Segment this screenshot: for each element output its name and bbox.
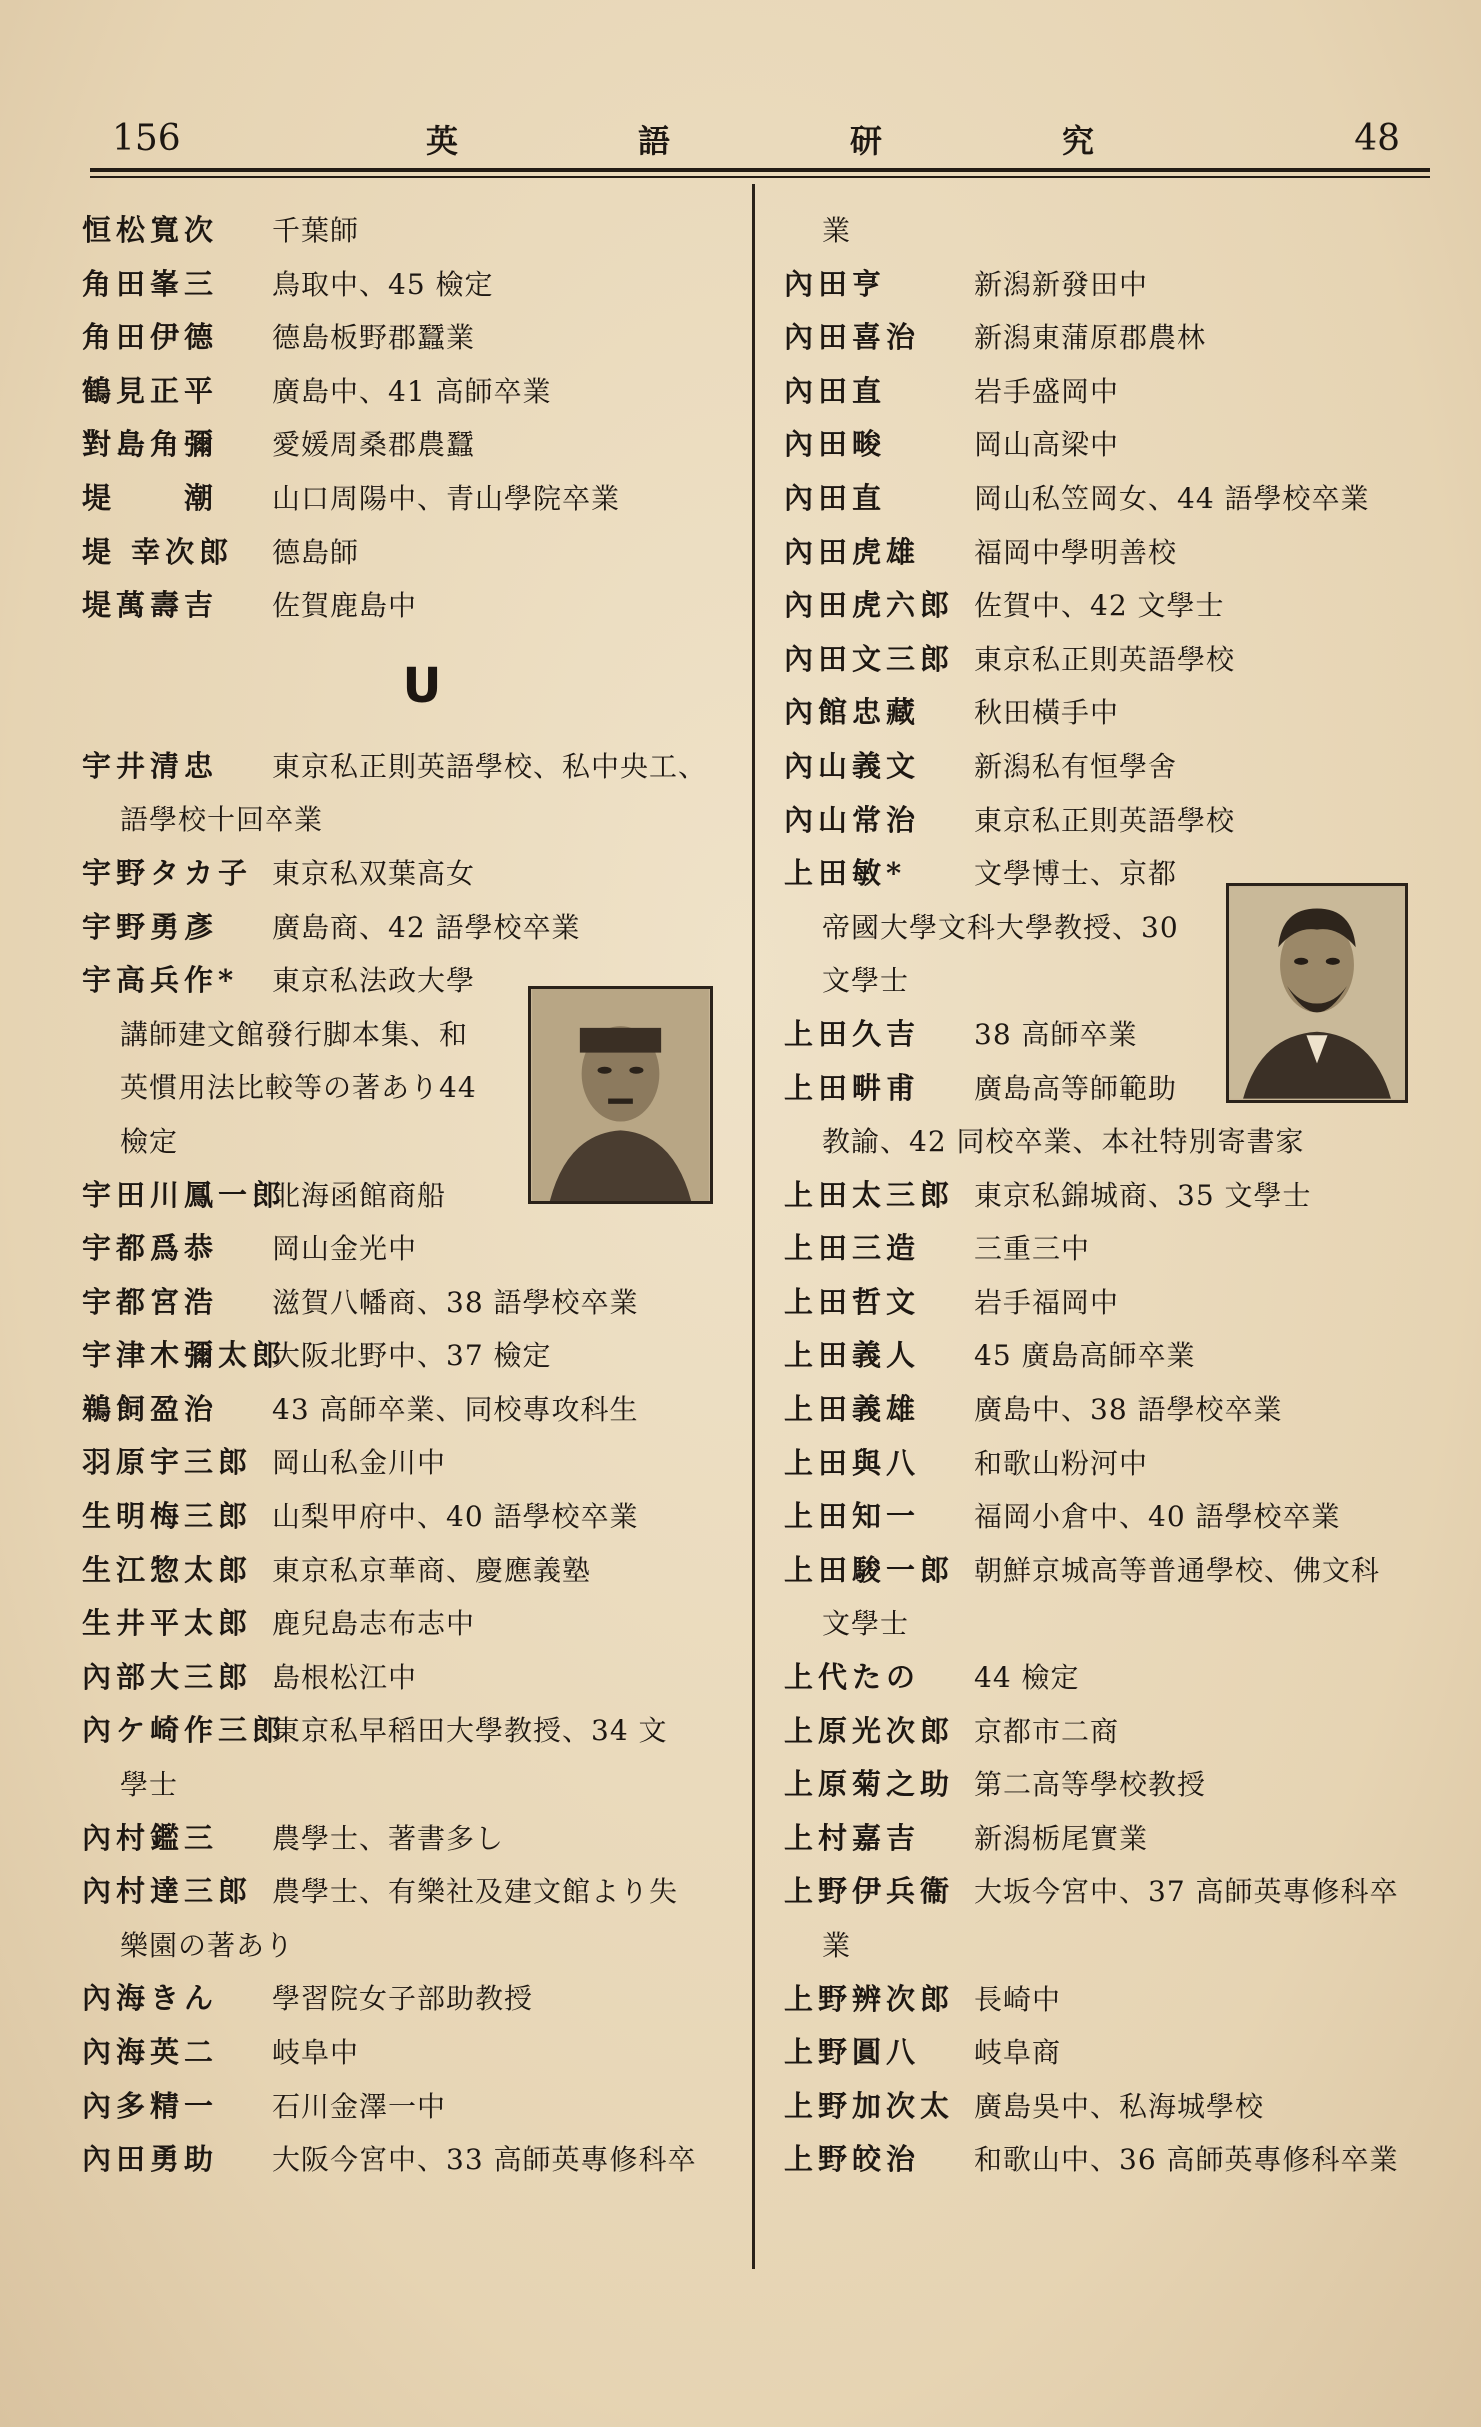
section-heading: U bbox=[402, 657, 442, 714]
entry-name: 對島角彌 bbox=[82, 427, 219, 462]
directory-entry bbox=[784, 204, 1444, 258]
entry-description: 和歌山中、36 高師英專修科卒業 bbox=[974, 2143, 1399, 2177]
directory-entry bbox=[784, 633, 1444, 687]
directory-entry bbox=[784, 1115, 1444, 1169]
directory-entry bbox=[82, 1651, 762, 1705]
entry-continuation: 業 bbox=[822, 214, 852, 247]
entry-description: 新潟東蒲原郡農林 bbox=[974, 321, 1207, 355]
page-title: 英語研究 bbox=[425, 122, 1274, 160]
directory-entry bbox=[784, 579, 1444, 633]
entry-name: 內田文三郎 bbox=[784, 641, 955, 676]
directory-entry bbox=[82, 1812, 762, 1866]
entry-description: 大阪今宮中、33 高師英專修科卒 bbox=[272, 2143, 697, 2177]
directory-entry bbox=[82, 1972, 762, 2026]
entry-name: 上代たの bbox=[784, 1660, 921, 1695]
entry-name: 內多精一 bbox=[82, 2088, 219, 2123]
entry-description: 和歌山粉河中 bbox=[974, 1446, 1149, 1480]
entry-description: 岐阜商 bbox=[974, 2036, 1062, 2070]
entry-continuation: 學士 bbox=[120, 1768, 179, 1802]
entry-description: 第二高等學校教授 bbox=[974, 1768, 1207, 1802]
header-rule-thick bbox=[90, 168, 1430, 172]
entry-description: 佐賀中、42 文學士 bbox=[974, 589, 1225, 623]
directory-entry bbox=[82, 1865, 762, 1919]
entry-name: 上野辨次郎 bbox=[784, 1981, 955, 2016]
directory-entry bbox=[784, 1490, 1444, 1544]
portrait-icon bbox=[531, 989, 710, 1201]
directory-entry bbox=[82, 1544, 762, 1598]
entry-description: 福岡中學明善校 bbox=[974, 535, 1178, 569]
directory-entry bbox=[82, 365, 762, 419]
directory-entry bbox=[784, 686, 1444, 740]
entry-continuation: 帝國大學文科大學教授、30 bbox=[822, 910, 1179, 944]
directory-entry bbox=[784, 526, 1444, 580]
directory-entry bbox=[784, 1973, 1444, 2027]
directory-entry bbox=[784, 365, 1444, 419]
directory-entry bbox=[784, 1437, 1444, 1491]
entry-description: 岩手福岡中 bbox=[974, 1285, 1120, 1319]
entry-name: 角田峯三 bbox=[82, 266, 219, 301]
entry-description: 大坂今宮中、37 高師英專修科卒 bbox=[974, 1875, 1399, 1909]
entry-name: 內田勇助 bbox=[82, 2142, 219, 2177]
entry-name: 生江惣太郎 bbox=[82, 1552, 253, 1587]
entry-name: 上田與八 bbox=[784, 1445, 921, 1480]
entry-name: 內海きん bbox=[82, 1981, 219, 2016]
entry-name: 內田虎六郎 bbox=[784, 588, 955, 623]
portrait-photo-right bbox=[1226, 883, 1408, 1103]
directory-entry bbox=[784, 1812, 1444, 1866]
entry-name: 上田義人 bbox=[784, 1338, 921, 1373]
entry-description: 新潟私有恒學舍 bbox=[974, 749, 1178, 783]
entry-name: 上村嘉吉 bbox=[784, 1820, 921, 1855]
entry-description: 岡山高梁中 bbox=[974, 428, 1120, 462]
entry-name: 上田久吉 bbox=[784, 1016, 921, 1051]
entry-name: 上野皎治 bbox=[784, 2142, 921, 2177]
directory-entry bbox=[82, 472, 762, 526]
directory-entry bbox=[82, 740, 762, 794]
directory-entry bbox=[82, 2133, 762, 2187]
entry-name: 內田畯 bbox=[784, 427, 887, 462]
entry-description: 農學士、有樂社及建文館より失 bbox=[272, 1875, 679, 1909]
directory-entry bbox=[82, 847, 762, 901]
entry-description: 新潟栃尾實業 bbox=[974, 1821, 1149, 1855]
entry-description: 三重三中 bbox=[974, 1232, 1091, 1266]
entry-name: 鵜飼盈治 bbox=[82, 1391, 219, 1426]
entry-description: 山口周陽中、青山學院卒業 bbox=[272, 481, 621, 515]
entry-continuation: 語學校十回卒業 bbox=[120, 803, 324, 837]
entry-name: 宇津木彌太郎 bbox=[82, 1338, 287, 1373]
directory-entry bbox=[784, 472, 1444, 526]
entry-description: 文學博士、京都 bbox=[974, 857, 1178, 891]
directory-entry bbox=[784, 1705, 1444, 1759]
entry-description: 岡山私笠岡女、44 語學校卒業 bbox=[974, 481, 1370, 515]
directory-entry bbox=[82, 793, 762, 847]
entry-continuation: 教諭、42 同校卒業、本社特別寄書家 bbox=[822, 1125, 1305, 1159]
directory-entry bbox=[82, 1919, 762, 1973]
entry-description: 東京私正則英語學校、私中央工、 bbox=[272, 749, 708, 783]
entry-description: 朝鮮京城高等普通學校、佛文科 bbox=[974, 1553, 1381, 1587]
directory-entry bbox=[82, 1490, 762, 1544]
page-header bbox=[90, 112, 1430, 172]
entry-description: 岡山私金川中 bbox=[272, 1446, 447, 1480]
entry-description: 廣島吳中、私海城學校 bbox=[974, 2089, 1265, 2123]
directory-entry bbox=[82, 901, 762, 955]
directory-entry bbox=[784, 794, 1444, 848]
entry-description: 佐賀鹿島中 bbox=[272, 589, 418, 623]
entry-description: 北海函館商船 bbox=[272, 1178, 447, 1212]
page-number-left: 156 bbox=[112, 118, 181, 159]
entry-description: 山梨甲府中、40 語學校卒業 bbox=[272, 1500, 639, 1534]
entry-description: 東京私正則英語學校 bbox=[974, 642, 1236, 676]
directory-entry bbox=[784, 1169, 1444, 1223]
entry-name: 內田直 bbox=[784, 373, 887, 408]
entry-description: 東京私法政大學 bbox=[272, 964, 476, 998]
directory-entry bbox=[784, 2026, 1444, 2080]
entry-name: 宇野勇彥 bbox=[82, 909, 219, 944]
entry-description: 廣島中、41 高師卒業 bbox=[272, 374, 552, 408]
directory-entry bbox=[82, 526, 762, 580]
entry-continuation: 英慣用法比較等の著あり44 bbox=[120, 1071, 477, 1105]
directory-entry bbox=[82, 1383, 762, 1437]
directory-entry bbox=[82, 1597, 762, 1651]
directory-entry bbox=[82, 1704, 762, 1758]
entry-name: 內田亨 bbox=[784, 266, 887, 301]
entry-continuation: 樂園の著あり bbox=[120, 1928, 295, 1962]
entry-name: 上野加次太 bbox=[784, 2088, 955, 2123]
directory-entry bbox=[784, 258, 1444, 312]
entry-description: 秋田橫手中 bbox=[974, 696, 1120, 730]
directory-entry bbox=[784, 1544, 1444, 1598]
entry-name: 內田喜治 bbox=[784, 320, 921, 355]
entry-name: 宇都爲恭 bbox=[82, 1231, 219, 1266]
entry-name: 堤萬壽吉 bbox=[82, 588, 219, 623]
directory-entry bbox=[784, 1919, 1444, 1973]
entry-description: 京都市二商 bbox=[974, 1714, 1120, 1748]
entry-description: 廣島高等師範助 bbox=[974, 1071, 1178, 1105]
portrait-photo-left bbox=[528, 986, 713, 1204]
entry-description: 東京私正則英語學校 bbox=[974, 803, 1236, 837]
entry-name: 堤 潮 bbox=[82, 480, 219, 515]
directory-entry bbox=[784, 1276, 1444, 1330]
entry-continuation: 檢定 bbox=[120, 1124, 179, 1158]
directory-entry bbox=[82, 2026, 762, 2080]
entry-name: 上原光次郎 bbox=[784, 1713, 955, 1748]
directory-entry bbox=[784, 1651, 1444, 1705]
entry-description: 45 廣島高師卒業 bbox=[974, 1339, 1196, 1373]
entry-description: 愛媛周桑郡農蠶 bbox=[272, 428, 476, 462]
entry-name: 上原菊之助 bbox=[784, 1767, 955, 1802]
entry-description: 44 檢定 bbox=[974, 1661, 1080, 1695]
entry-description: 長崎中 bbox=[974, 1982, 1062, 2016]
entry-name: 內村達三郎 bbox=[82, 1874, 253, 1909]
entry-name: 內村鑑三 bbox=[82, 1820, 219, 1855]
entry-description: 東京私双葉高女 bbox=[272, 856, 476, 890]
entry-name: 宇井清忠 bbox=[82, 748, 219, 783]
directory-entry bbox=[784, 2080, 1444, 2134]
entry-description: 德島板野郡蠶業 bbox=[272, 321, 476, 355]
right-column bbox=[784, 204, 1444, 2187]
entry-name: 內田虎雄 bbox=[784, 534, 921, 569]
directory-entry bbox=[82, 258, 762, 312]
entry-name: 鶴見正平 bbox=[82, 373, 219, 408]
entry-name: 內海英二 bbox=[82, 2035, 219, 2069]
entry-description: 農學士、著書多し bbox=[272, 1821, 505, 1855]
entry-description: 38 高師卒業 bbox=[974, 1017, 1138, 1051]
entry-name: 上野伊兵衞 bbox=[784, 1874, 955, 1909]
directory-entry bbox=[784, 311, 1444, 365]
entry-name: 宇野タカ子 bbox=[82, 855, 253, 890]
entry-description: 鳥取中、45 檢定 bbox=[272, 267, 494, 301]
entry-description: 鹿兒島志布志中 bbox=[272, 1607, 476, 1641]
entry-name: 上田畊甫 bbox=[784, 1070, 921, 1105]
entry-description: 島根松江中 bbox=[272, 1660, 418, 1694]
entry-name: 上田駿一郎 bbox=[784, 1552, 955, 1587]
entry-description: 廣島中、38 語學校卒業 bbox=[974, 1393, 1283, 1427]
directory-entry bbox=[82, 1329, 762, 1383]
entry-name: 上田太三郎 bbox=[784, 1177, 955, 1212]
directory-entry bbox=[82, 1222, 762, 1276]
entry-name: 內部大三郎 bbox=[82, 1659, 253, 1694]
entry-description: 東京私錦城商、35 文學士 bbox=[974, 1178, 1312, 1212]
entry-description: 福岡小倉中、40 語學校卒業 bbox=[974, 1500, 1341, 1534]
entry-name: 生井平太郎 bbox=[82, 1606, 253, 1641]
directory-entry bbox=[784, 1329, 1444, 1383]
entry-name: 角田伊德 bbox=[82, 320, 219, 355]
directory-entry bbox=[784, 1758, 1444, 1812]
entry-name: 上田敏* bbox=[784, 856, 907, 891]
entry-description: 43 高師卒業、同校專攻科生 bbox=[272, 1392, 639, 1426]
directory-entry bbox=[784, 740, 1444, 794]
directory-entry bbox=[784, 1383, 1444, 1437]
entry-continuation: 文學士 bbox=[822, 1607, 910, 1641]
directory-entry bbox=[784, 1222, 1444, 1276]
entry-description: 大阪北野中、37 檢定 bbox=[272, 1339, 552, 1373]
entry-description: 滋賀八幡商、38 語學校卒業 bbox=[272, 1285, 639, 1319]
entry-name: 上田義雄 bbox=[784, 1392, 921, 1427]
entry-continuation: 講師建文館發行脚本集、和 bbox=[120, 1017, 469, 1051]
entry-description: 廣島商、42 語學校卒業 bbox=[272, 910, 581, 944]
directory-entry bbox=[82, 1758, 762, 1812]
entry-name: 堤 幸次郎 bbox=[82, 534, 234, 569]
page-number-right: 48 bbox=[1354, 118, 1400, 159]
entry-description: 石川金澤一中 bbox=[272, 2089, 447, 2123]
entry-name: 內山義文 bbox=[784, 748, 921, 783]
entry-description: 新潟新發田中 bbox=[974, 267, 1149, 301]
entry-description: 東京私京華商、慶應義塾 bbox=[272, 1553, 592, 1587]
directory-entry bbox=[82, 204, 762, 258]
directory-entry bbox=[82, 311, 762, 365]
directory-entry bbox=[82, 418, 762, 472]
directory-entry bbox=[82, 1436, 762, 1490]
entry-name: 上田三造 bbox=[784, 1231, 921, 1266]
directory-entry bbox=[784, 1865, 1444, 1919]
entry-description: 東京私早稻田大學教授、34 文 bbox=[272, 1714, 668, 1748]
entry-name: 恒松寬次 bbox=[82, 213, 219, 247]
entry-name: 內田直 bbox=[784, 480, 887, 515]
entry-name: 羽原宇三郎 bbox=[82, 1445, 253, 1480]
entry-name: 內ケ崎作三郎 bbox=[82, 1713, 287, 1748]
directory-entry bbox=[784, 418, 1444, 472]
entry-name: 上田知一 bbox=[784, 1499, 921, 1534]
directory-entry bbox=[82, 1276, 762, 1330]
entry-name: 宇都宮浩 bbox=[82, 1284, 219, 1319]
directory-entry bbox=[82, 2080, 762, 2134]
entry-description: 千葉師 bbox=[272, 214, 360, 247]
entry-name: 內山常治 bbox=[784, 802, 921, 837]
entry-description: 岡山金光中 bbox=[272, 1232, 418, 1266]
entry-name: 宇高兵作* bbox=[82, 963, 239, 998]
entry-description: 學習院女子部助教授 bbox=[272, 1982, 534, 2016]
header-rule-thin bbox=[90, 176, 1430, 178]
entry-name: 內館忠藏 bbox=[784, 695, 921, 730]
entry-description: 岩手盛岡中 bbox=[974, 374, 1120, 408]
entry-name: 生明梅三郎 bbox=[82, 1499, 253, 1534]
directory-entry bbox=[82, 579, 762, 633]
entry-continuation: 文學士 bbox=[822, 964, 910, 998]
portrait-icon bbox=[1229, 886, 1405, 1100]
directory-entry bbox=[784, 1597, 1444, 1651]
entry-description: 岐阜中 bbox=[272, 2036, 360, 2069]
entry-name: 上田哲文 bbox=[784, 1284, 921, 1319]
directory-entry bbox=[784, 2133, 1444, 2187]
entry-name: 上野圓八 bbox=[784, 2035, 921, 2070]
entry-description: 德島師 bbox=[272, 535, 360, 569]
entry-name: 宇田川鳳一郎 bbox=[82, 1177, 287, 1212]
entry-continuation: 業 bbox=[822, 1929, 852, 1962]
